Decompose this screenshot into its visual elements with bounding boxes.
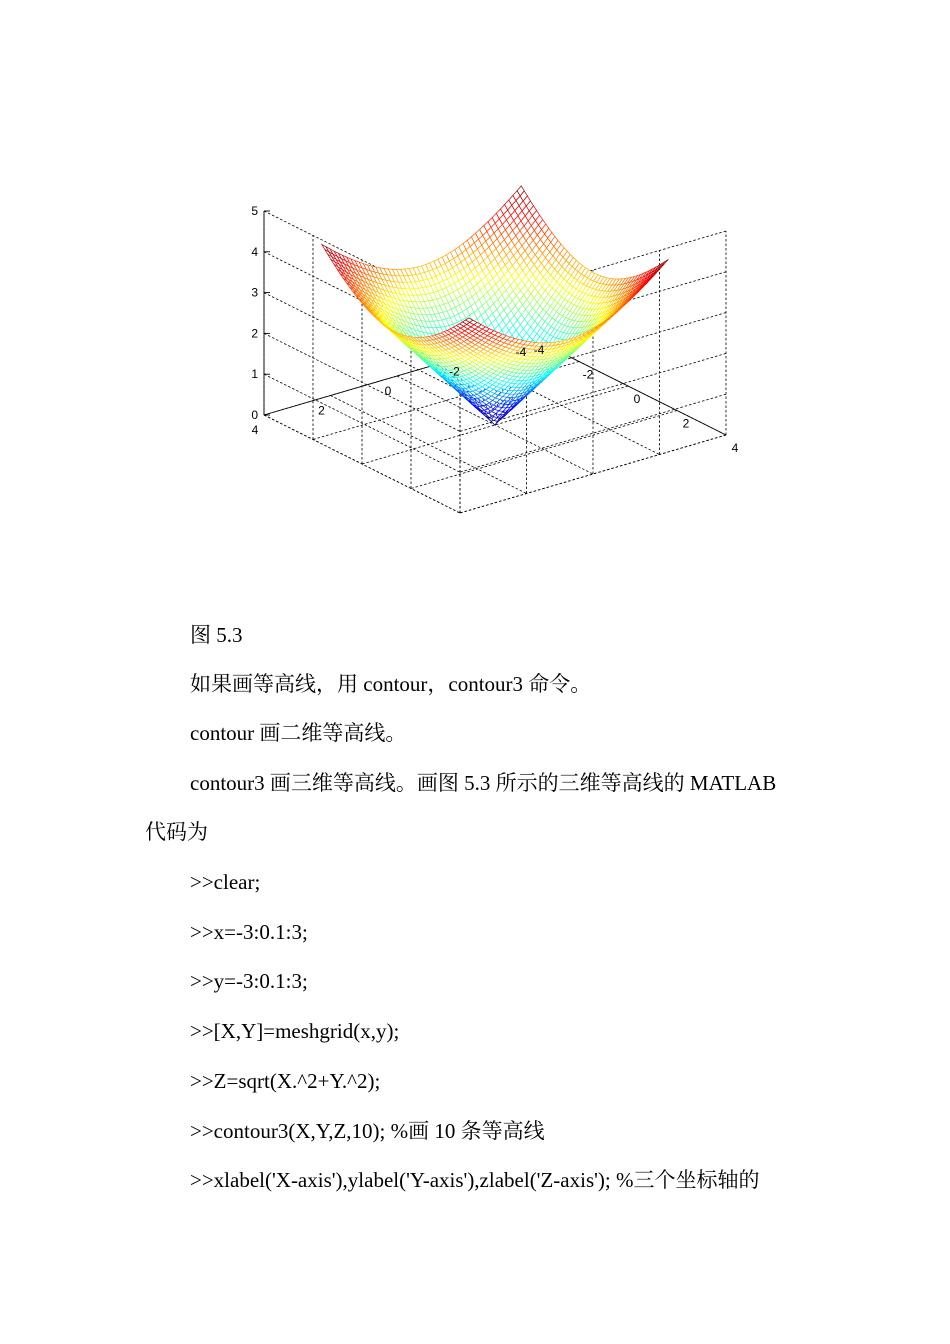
code-line: >>x=-3:0.1:3; [190, 920, 308, 944]
code-line: >>Z=sqrt(X.^2+Y.^2); [190, 1069, 381, 1093]
code-line: >>y=-3:0.1:3; [190, 969, 308, 993]
paragraph-line-2: contour 画二维等高线。 [190, 721, 407, 745]
x-tick-label: -4 [533, 343, 545, 357]
surface-plot-figure [230, 140, 760, 540]
mesh-cell [661, 259, 668, 266]
z-tick-label: 2 [251, 326, 258, 341]
z-tick-label: 3 [251, 285, 258, 300]
paragraph-line-3: contour3 画三维等高线。画图 5.3 所示的三维等高线的 MATLAB [190, 771, 777, 795]
y-tick-label: -2 [449, 364, 460, 379]
z-tick-label: 0 [251, 408, 258, 422]
z-tick-label: 4 [251, 244, 258, 259]
y-tick-label: 0 [384, 384, 392, 398]
surface-plot [230, 140, 760, 540]
x-tick-label: 4 [731, 441, 739, 455]
x-tick-label: 0 [633, 392, 641, 406]
code-line: >>contour3(X,Y,Z,10); %画 10 条等高线 [190, 1119, 545, 1143]
x-tick-label: 2 [682, 416, 690, 431]
z-tick-label: 1 [251, 367, 258, 382]
code-line: >>xlabel('X-axis'),ylabel('Y-axis'),zlabel('Z-axis'); %三个坐标轴的 [190, 1168, 760, 1192]
code-line: >>clear; [190, 870, 261, 894]
y-tick-label: 2 [318, 403, 325, 418]
surface-mesh [322, 186, 669, 425]
paragraph-line-4: 代码为 [145, 820, 208, 844]
figure-caption: 图 5.3 [190, 623, 243, 647]
wall-grid-line [264, 415, 460, 513]
z-tick-label: 5 [251, 204, 258, 218]
paragraph-line-1: 如果画等高线，用 contour，contour3 命令。 [190, 672, 592, 696]
y-tick-label: 4 [251, 423, 259, 437]
x-tick-label: -2 [582, 367, 594, 382]
code-line: >>[X,Y]=meshgrid(x,y); [190, 1019, 400, 1043]
y-tick-label: -4 [515, 345, 527, 359]
